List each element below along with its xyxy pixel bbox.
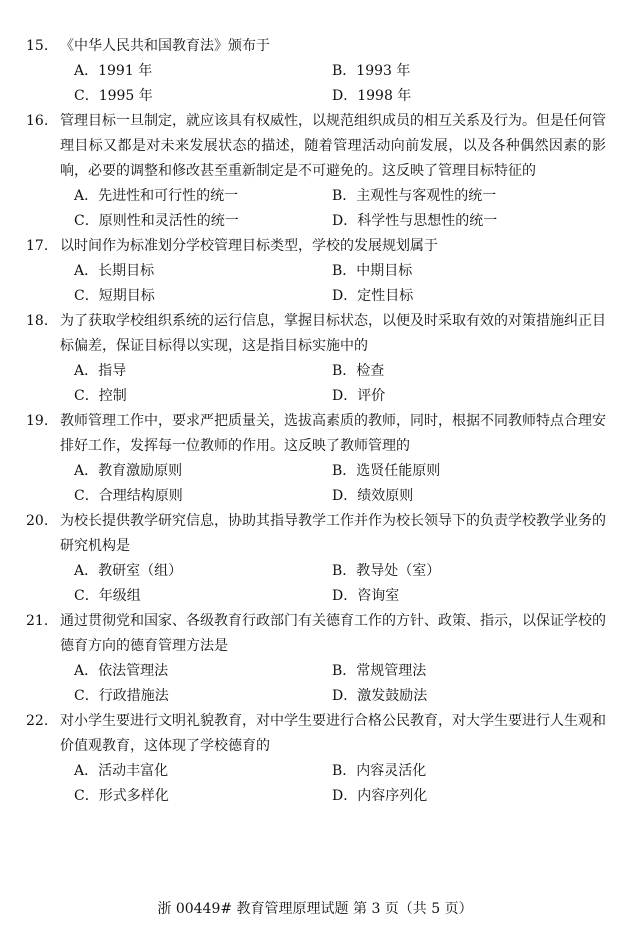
question-19 bbox=[26, 409, 606, 509]
question-16 bbox=[26, 109, 606, 234]
option-d: D．绩效原则 bbox=[332, 488, 414, 504]
question-18 bbox=[26, 309, 606, 409]
option-d: D．咨询室 bbox=[332, 588, 400, 604]
option-a: A．先进性和可行性的统一 bbox=[74, 188, 239, 204]
option-b: B．选贤任能原则 bbox=[332, 463, 441, 479]
option-b: B．教导处（室） bbox=[332, 563, 441, 579]
option-a: A．1991 年 bbox=[74, 63, 153, 79]
question-number: 15. bbox=[26, 38, 49, 54]
question-stem: 为了获取学校组织系统的运行信息，掌握目标状态，以便及时采取有效的对策措施纠正目标偏差，保证目标得以实现，这是指目标实施中的 bbox=[60, 313, 606, 354]
question-number: 18. bbox=[26, 313, 49, 329]
option-c: C．合理结构原则 bbox=[74, 488, 183, 504]
question-stem: 《中华人民共和国教育法》颁布于 bbox=[60, 38, 270, 54]
option-a: A．教研室（组） bbox=[74, 563, 183, 579]
option-a: A．依法管理法 bbox=[74, 663, 169, 679]
option-b: B．主观性与客观性的统一 bbox=[332, 188, 497, 204]
question-number: 16. bbox=[26, 113, 49, 129]
question-number: 21. bbox=[26, 613, 49, 629]
option-b: B．1993 年 bbox=[332, 63, 411, 79]
question-number: 22. bbox=[26, 713, 49, 729]
option-d: D．激发鼓励法 bbox=[332, 688, 428, 704]
option-d: D．1998 年 bbox=[332, 88, 412, 104]
question-20 bbox=[26, 509, 606, 609]
question-21 bbox=[26, 609, 606, 709]
question-stem: 对小学生要进行文明礼貌教育，对中学生要进行合格公民教育，对大学生要进行人生观和价值观教育，这体现了学校德育的 bbox=[60, 713, 606, 754]
option-c: C．年级组 bbox=[74, 588, 141, 604]
option-b: B．内容灵活化 bbox=[332, 763, 427, 779]
question-number: 20. bbox=[26, 513, 49, 529]
option-d: D．评价 bbox=[332, 388, 386, 404]
option-b: B．中期目标 bbox=[332, 263, 413, 279]
question-number: 19. bbox=[26, 413, 49, 429]
question-17 bbox=[26, 234, 606, 309]
option-d: D．内容序列化 bbox=[332, 788, 428, 804]
option-a: A．教育激励原则 bbox=[74, 463, 183, 479]
option-c: C．原则性和灵活性的统一 bbox=[74, 213, 239, 229]
question-22 bbox=[26, 709, 606, 809]
question-stem: 为校长提供教学研究信息，协助其指导教学工作并作为校长领导下的负责学校教学业务的研究机构是 bbox=[60, 513, 606, 554]
option-b: B．常规管理法 bbox=[332, 663, 427, 679]
option-d: D．定性目标 bbox=[332, 288, 414, 304]
option-c: C．控制 bbox=[74, 388, 127, 404]
question-stem: 管理目标一旦制定，就应该具有权威性，以规范组织成员的相互关系及行为。但是任何管理目标又都是对未来发展状态的描述，随着管理活动向前发展，以及各种偶然因素的影响，必要的调整和修改甚至重新制定是不可避免的。这反映了管理目标特征的 bbox=[60, 113, 606, 179]
option-c: C．行政措施法 bbox=[74, 688, 169, 704]
option-c: C．形式多样化 bbox=[74, 788, 169, 804]
question-stem: 通过贯彻党和国家、各级教育行政部门有关德育工作的方针、政策、指示，以保证学校的德育方向的德育管理方法是 bbox=[60, 613, 606, 654]
option-d: D．科学性与思想性的统一 bbox=[332, 213, 498, 229]
question-stem: 教师管理工作中，要求严把质量关，选拔高素质的教师，同时，根据不同教师特点合理安排好工作，发挥每一位教师的作用。这反映了教师管理的 bbox=[60, 413, 606, 454]
option-a: A．指导 bbox=[74, 363, 127, 379]
option-b: B．检查 bbox=[332, 363, 385, 379]
option-c: C．1995 年 bbox=[74, 88, 153, 104]
question-number: 17. bbox=[26, 238, 49, 254]
page-footer: 浙 00449# 教育管理原理试题 第 3 页（共 5 页） bbox=[157, 901, 473, 917]
question-list bbox=[26, 34, 606, 809]
option-a: A．活动丰富化 bbox=[74, 763, 169, 779]
option-a: A．长期目标 bbox=[74, 263, 155, 279]
question-stem: 以时间作为标准划分学校管理目标类型，学校的发展规划属于 bbox=[60, 238, 438, 254]
question-15 bbox=[26, 34, 606, 109]
option-c: C．短期目标 bbox=[74, 288, 155, 304]
